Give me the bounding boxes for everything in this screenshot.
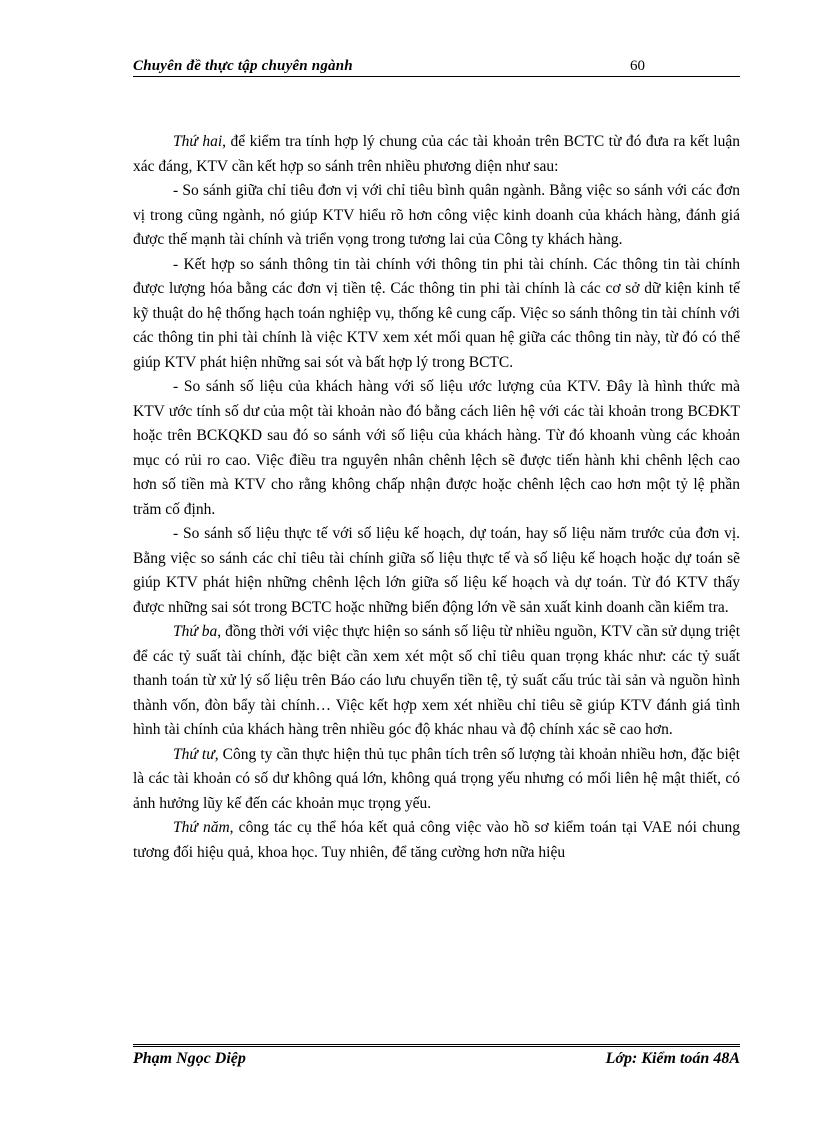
paragraph-thu-nam — [133, 816, 740, 865]
paragraph-lead: Thứ tư — [173, 745, 215, 763]
paragraph-so-lieu-ke-hoach — [133, 522, 740, 620]
paragraph-lead: Thứ năm — [173, 819, 230, 836]
paragraph-lead: Thứ hai — [173, 133, 223, 150]
footer-author: Phạm Ngọc Diệp — [133, 1050, 246, 1067]
paragraph-text: - Kết hợp so sánh thông tin tài chính với thông tin phi tài chính. Các thông tin tài chính được lượng hóa bằng các đơn vị tiền tệ. Các thông tin phi tài chính là các cơ sở dữ kiện kinh tế kỹ thuật do hệ thống hạch toán nghiệp vụ, thống kê cung cấp. Việc so sánh thông tin tài chính với các thông tin phi tài chính là việc KTV xem xét mối quan hệ giữa các thông tin này, từ đó có thể giúp KTV phát hiện những sai sót và bất hợp lý trong BCTC. — [133, 255, 740, 371]
paragraph-text: - So sánh giữa chỉ tiêu đơn vị với chỉ tiêu bình quân ngành. Bằng việc so sánh với các đơn vị trong cũng ngành, nó giúp KTV hiểu rõ hơn công việc kinh doanh của khách hàng, đánh giá được thế mạnh tài chính và triển vọng trong tương lai của Công ty khách hàng. — [133, 182, 740, 248]
paragraph-text: , đồng thời với việc thực hiện so sánh số liệu từ nhiều nguồn, KTV cần sử dụng triệt để các tỷ suất tài chính, đặc biệt cần xem xét một số chỉ tiêu quan trọng khác như: các tỷ suất thanh toán từ xử lý số liệu trên Báo cáo lưu chuyển tiền tệ, tỷ suất cấu trúc tài sản và nguồn hình thành vốn, đòn bẩy tài chính… Việc kết hợp xem xét nhiều chỉ tiêu sẽ giúp KTV đánh giá tình hình tài chính của khách hàng trên nhiều góc độ khác nhau và độ chính xác sẽ cao hơn. — [133, 623, 740, 738]
footer-class: Lớp: Kiểm toán 48A — [605, 1050, 740, 1067]
paragraph-so-sanh-binh-quan-nganh — [133, 179, 740, 253]
header-rule — [133, 76, 740, 77]
header-title: Chuyên đề thực tập chuyên ngành — [133, 58, 353, 74]
footer-rule — [133, 1044, 740, 1047]
paragraph-text: - So sánh số liệu của khách hàng với số liệu ước lượng của KTV. Đây là hình thức mà KTV ước tính số dư của một tài khoản nào đó bằng cách liên hệ với các tài khoản trong BCĐKT hoặc trên BCKQKD sau đó so sánh với số liệu của khách hàng. Từ đó khoanh vùng các khoản mục có rủi ro cao. Việc điều tra nguyên nhân chênh lệch sẽ được tiến hành khi chênh lệch cao hơn số tiền mà KTV cho rằng không chấp nhận được hoặc chênh lệch cao hơn một tỷ lệ phần trăm cố định. — [133, 378, 740, 518]
paragraph-so-lieu-uoc-luong — [133, 375, 740, 522]
paragraph-lead: Thứ ba — [173, 623, 218, 640]
paragraph-thu-hai — [133, 130, 740, 179]
paragraph-text: , Công ty cần thực hiện thủ tục phân tích trên số lượng tài khoản nhiều hơn, đặc biệt là các tài khoản có số dư không quá lớn, không quá trọng yếu nhưng có mối liên hệ mật thiết, có ảnh hưởng lũy kế đến các khoản mục trọng yếu. — [133, 745, 740, 812]
paragraph-thu-ba — [133, 620, 740, 743]
page-footer — [133, 1044, 740, 1068]
page-body — [133, 130, 740, 865]
paragraph-thu-tu — [133, 743, 740, 817]
paragraph-thong-tin-phi-tai-chinh — [133, 253, 740, 376]
page-header — [133, 58, 740, 78]
paragraph-text: - So sánh số liệu thực tế với số liệu kế hoạch, dự toán, hay số liệu năm trước của đơn vị. Bằng việc so sánh các chỉ tiêu tài chính giữa số liệu thực tế và số liệu kế hoạch hoặc dự toán sẽ giúp KTV phát hiện những chênh lệch lớn giữa số liệu kế hoạch và dự toán. Từ đó KTV thấy được những sai sót trong BCTC hoặc những biến động lớn về sản xuất kinh doanh cần kiểm tra. — [133, 525, 740, 616]
page-number: 60 — [630, 58, 645, 74]
paragraph-text: , công tác cụ thể hóa kết quả công việc vào hồ sơ kiểm toán tại VAE nói chung tương đối hiệu quả, khoa học. Tuy nhiên, để tăng cường hơn nữa hiệu — [133, 819, 740, 861]
paragraph-text: , để kiểm tra tính hợp lý chung của các tài khoản trên BCTC từ đó đưa ra kết luận xác đáng, KTV cần kết hợp so sánh trên nhiều phương diện như sau: — [133, 133, 740, 175]
